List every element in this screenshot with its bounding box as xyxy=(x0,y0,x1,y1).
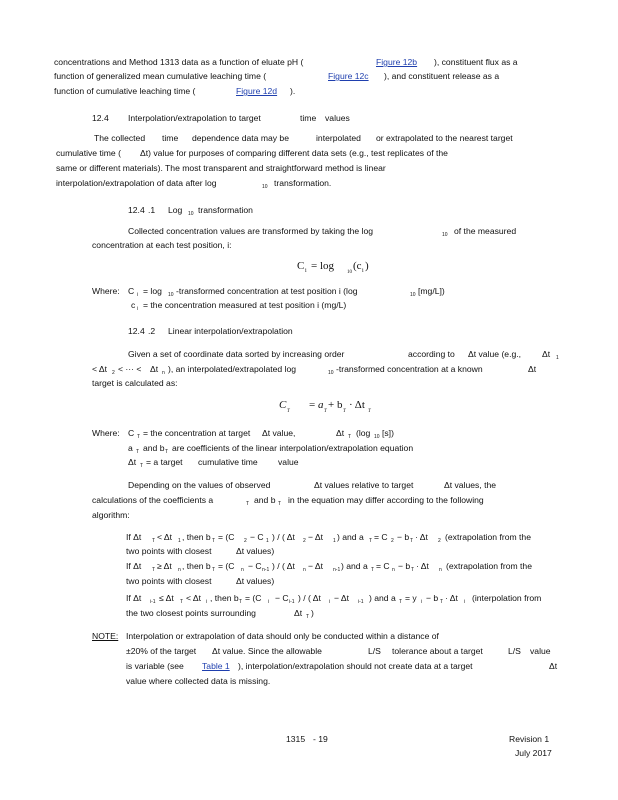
subscript: 1 xyxy=(556,355,559,361)
text: of the measured xyxy=(454,226,517,236)
eq-subscript: T xyxy=(287,409,290,414)
section-number: .1 xyxy=(148,205,156,215)
where-label: Where: xyxy=(92,428,120,438)
subscript: T xyxy=(212,567,216,573)
text: = C xyxy=(376,561,390,571)
section-number: 12.4 xyxy=(128,205,145,215)
subscript: 1 xyxy=(333,538,336,544)
text: a xyxy=(128,443,133,453)
text: ≥ Δt xyxy=(157,561,172,571)
subscript: 2 xyxy=(303,538,306,544)
text: · Δt xyxy=(415,532,428,542)
subscript: n-1 xyxy=(262,567,270,573)
eq-symbol: C xyxy=(279,399,287,411)
text: -transformed concentration at a known xyxy=(336,364,483,374)
text: Δt values relative to target xyxy=(314,480,414,490)
subscript: T xyxy=(440,599,444,605)
subscript: i xyxy=(268,599,270,605)
text: (interpolation from xyxy=(472,593,542,603)
subscript: 2 xyxy=(391,538,394,544)
eq-subscript: T xyxy=(343,409,346,414)
text: Δt values, the xyxy=(444,480,497,490)
figure-12d-link[interactable]: Figure 12d xyxy=(236,86,278,96)
text: are coefficients of the linear interpolation/extrapolation equation xyxy=(172,443,414,453)
text: is variable (see xyxy=(126,661,184,671)
paragraph-line: algorithm: xyxy=(92,510,130,520)
paragraph-line: concentration at each test position, i: xyxy=(92,240,232,250)
subscript: 10 xyxy=(188,211,194,217)
text: , then b xyxy=(210,593,239,603)
text: · Δt xyxy=(445,593,458,603)
page-number: - 19 xyxy=(313,734,328,744)
text: ) / ( Δt xyxy=(298,593,321,603)
text: Depending on the values of observed xyxy=(128,480,271,490)
text: ±20% of the target xyxy=(126,646,197,656)
subscript: T xyxy=(278,501,282,507)
subscript: 2 xyxy=(438,538,441,544)
subscript: 10 xyxy=(374,434,380,440)
text: ) and a xyxy=(369,593,396,603)
page-number: 1315 xyxy=(286,734,306,744)
text: · Δt xyxy=(416,561,429,571)
text: and b xyxy=(254,495,276,505)
text: = y xyxy=(405,593,417,603)
eq-subscript: i xyxy=(305,268,307,274)
section-title: Linear interpolation/extrapolation xyxy=(168,326,293,336)
subscript: T xyxy=(371,567,375,573)
subscript: T xyxy=(165,449,169,455)
subscript: T xyxy=(410,538,414,544)
subscript: n xyxy=(303,567,306,573)
text: = (C xyxy=(245,593,262,603)
subscript: n xyxy=(439,567,442,573)
subscript: 1 xyxy=(266,538,269,544)
note-label: NOTE: xyxy=(92,631,119,641)
text: = log xyxy=(143,286,162,296)
subscript: 10 xyxy=(328,370,334,376)
text: = C xyxy=(374,532,388,542)
text: two points with closest xyxy=(126,546,212,556)
subscript: i-1 xyxy=(150,599,156,605)
text: < Δt xyxy=(92,364,108,374)
intro-line-2 xyxy=(54,71,500,82)
text: ), an interpolated/extrapolated log xyxy=(168,364,297,374)
text: two points with closest xyxy=(126,576,212,586)
text: The collected xyxy=(94,133,146,143)
subscript: T xyxy=(246,501,250,507)
text: , then b xyxy=(182,561,211,571)
text: interpolation/extrapolation of data after log xyxy=(56,178,217,188)
intro-text: concentrations and Method 1313 data as a function of eluate pH ( xyxy=(54,57,304,67)
eq-subscript: T xyxy=(324,409,327,414)
text: If Δt xyxy=(126,561,142,571)
section-number: 12.4 xyxy=(128,326,145,336)
subscript: T xyxy=(136,449,140,455)
section-number: .2 xyxy=(148,326,156,336)
section-title: Log xyxy=(168,205,183,215)
text: cumulative time ( xyxy=(56,148,121,158)
text: − Δt xyxy=(334,593,350,603)
subscript: i xyxy=(137,292,139,298)
eq-subscript: 10 xyxy=(347,270,352,275)
subscript: n xyxy=(392,567,395,573)
text: ) xyxy=(311,608,314,618)
text: C xyxy=(128,286,135,296)
text: = (C xyxy=(218,561,235,571)
subscript: 2 xyxy=(244,538,247,544)
intro-text: function of cumulative leaching time ( xyxy=(54,86,196,96)
paragraph-line: same or different materials). The most transparent and straightforward method is linear xyxy=(56,163,386,173)
intro-text: function of generalized mean cumulative leaching time ( xyxy=(54,71,267,81)
subscript: i xyxy=(329,599,331,605)
text: (extrapolation from the xyxy=(446,561,532,571)
intro-line-1 xyxy=(54,57,518,68)
text: ), interpolation/extrapolation should not create data at a target xyxy=(238,661,473,671)
text: time xyxy=(162,133,179,143)
text: Δt xyxy=(294,608,303,618)
text: ) and a xyxy=(337,532,364,542)
text: If Δt xyxy=(126,593,142,603)
text: Δt xyxy=(549,661,558,671)
subscript: i-1 xyxy=(289,599,295,605)
text: [s]) xyxy=(382,428,394,438)
text: L/S xyxy=(508,646,521,656)
text: < Δt xyxy=(157,532,173,542)
text: Δt value. Since the allowable xyxy=(212,646,322,656)
text: or extrapolated to the nearest target xyxy=(376,133,513,143)
text: (log xyxy=(356,428,371,438)
text: − b xyxy=(398,561,411,571)
text: in the equation may differ according to the following xyxy=(288,495,484,505)
subscript: i xyxy=(206,599,208,605)
section-title: transformation xyxy=(198,205,253,215)
text: Δt xyxy=(150,364,159,374)
eq-subscript: i xyxy=(362,268,364,274)
where-label: Where: xyxy=(92,286,120,296)
subscript: i-1 xyxy=(358,599,364,605)
subscript: 1 xyxy=(178,538,181,544)
text: ≤ Δt xyxy=(159,593,174,603)
figure-12c-link[interactable]: Figure 12c xyxy=(328,71,369,81)
eq-subscript: T xyxy=(368,409,371,414)
footer-revision: Revision 1 xyxy=(509,734,550,744)
eq-symbol: = xyxy=(309,399,316,411)
text: Δt xyxy=(528,364,537,374)
eq-symbol: (c xyxy=(353,260,362,272)
eq-symbol: ) xyxy=(365,260,369,272)
text: cumulative time xyxy=(198,457,258,467)
text: − C xyxy=(275,593,289,603)
text: Δt value, xyxy=(262,428,296,438)
text: − C xyxy=(248,561,262,571)
subscript: n-1 xyxy=(333,567,341,573)
section-title: Interpolation/extrapolation to target xyxy=(128,113,261,123)
subscript: 10 xyxy=(442,232,448,238)
text: calculations of the coefficients a xyxy=(92,495,214,505)
subscript: i xyxy=(421,599,423,605)
footer-date: July 2017 xyxy=(515,748,552,758)
subscript: i xyxy=(137,306,139,312)
subscript: T xyxy=(369,538,373,544)
note-line-4: value where collected data is missing. xyxy=(126,676,271,686)
subscript: T xyxy=(306,614,310,620)
text: value xyxy=(278,457,299,467)
text: ) and a xyxy=(341,561,368,571)
text: value xyxy=(530,646,551,656)
text: and b xyxy=(143,443,165,453)
text: L/S xyxy=(368,646,381,656)
subscript: T xyxy=(152,567,156,573)
subscript: T xyxy=(348,434,352,440)
text: − b xyxy=(397,532,410,542)
intro-text: ), and constituent release as a xyxy=(384,71,500,81)
text: c xyxy=(131,300,136,310)
section-title: time xyxy=(300,113,317,123)
text: − Δt xyxy=(308,561,324,571)
subscript: 10 xyxy=(262,184,268,190)
figure-12b-link[interactable]: Figure 12b xyxy=(376,57,418,67)
subscript: n xyxy=(178,567,181,573)
text: interpolated xyxy=(316,133,361,143)
section-title: values xyxy=(325,113,350,123)
text: = the concentration at target xyxy=(143,428,251,438)
table-1-link[interactable]: Table 1 xyxy=(202,661,230,671)
subscript: 10 xyxy=(410,292,416,298)
eq-symbol: C xyxy=(297,260,305,272)
text: Δt values) xyxy=(236,546,275,556)
subscript: n xyxy=(162,370,165,376)
text: Δt values) xyxy=(236,576,275,586)
text: Interpolation or extrapolation of data should only be conducted within a distance of xyxy=(126,631,439,641)
text: (extrapolation from the xyxy=(445,532,531,542)
eq-symbol: a xyxy=(318,399,324,411)
subscript: T xyxy=(137,434,141,440)
text: − b xyxy=(426,593,439,603)
text: = a target xyxy=(146,457,183,467)
eq-symbol: · Δt xyxy=(349,399,365,411)
paragraph-line: target is calculated as: xyxy=(92,378,178,388)
text: Δt xyxy=(336,428,345,438)
intro-text: ). xyxy=(290,86,296,96)
subscript: T xyxy=(180,599,184,605)
text: -transformed concentration at test position i (log xyxy=(176,286,358,296)
text: Collected concentration values are transformed by taking the log xyxy=(128,226,374,236)
section-number: 12.4 xyxy=(92,113,109,123)
text: − C xyxy=(250,532,264,542)
text: Given a set of coordinate data sorted by increasing order xyxy=(128,349,345,359)
text: Δt) value for purposes of comparing different data sets (e.g., test replicates of the xyxy=(140,148,448,158)
text: ) / ( Δt xyxy=(272,532,295,542)
subscript: n xyxy=(241,567,244,573)
intro-text: ), constituent flux as a xyxy=(434,57,518,67)
subscript: T xyxy=(140,463,144,469)
eq-symbol: + b xyxy=(328,399,343,411)
intro-line-3 xyxy=(54,86,296,97)
subscript: 2 xyxy=(112,370,115,376)
text: , then b xyxy=(182,532,211,542)
eq-symbol: = log xyxy=(311,260,335,272)
subscript: 10 xyxy=(168,292,174,298)
text: < ··· < xyxy=(118,364,142,374)
text: Δt xyxy=(128,457,137,467)
subscript: T xyxy=(239,599,243,605)
text: C xyxy=(128,428,135,438)
subscript: T xyxy=(399,599,403,605)
text: Δt value (e.g., xyxy=(468,349,522,359)
text: tolerance about a target xyxy=(392,646,483,656)
text: Δt xyxy=(542,349,551,359)
text: < Δt xyxy=(186,593,202,603)
subscript: i xyxy=(464,599,466,605)
subscript: T xyxy=(411,567,415,573)
subscript: T xyxy=(212,538,216,544)
text: = (C xyxy=(218,532,235,542)
text: − Δt xyxy=(308,532,324,542)
text: ) / ( Δt xyxy=(272,561,295,571)
subscript: T xyxy=(152,538,156,544)
text: dependence data may be xyxy=(192,133,289,143)
text: If Δt xyxy=(126,532,142,542)
text: transformation. xyxy=(274,178,332,188)
text: according to xyxy=(408,349,455,359)
text: the two closest points surrounding xyxy=(126,608,256,618)
text: = the concentration measured at test position i (mg/L) xyxy=(143,300,347,310)
text: [mg/L]) xyxy=(418,286,445,296)
